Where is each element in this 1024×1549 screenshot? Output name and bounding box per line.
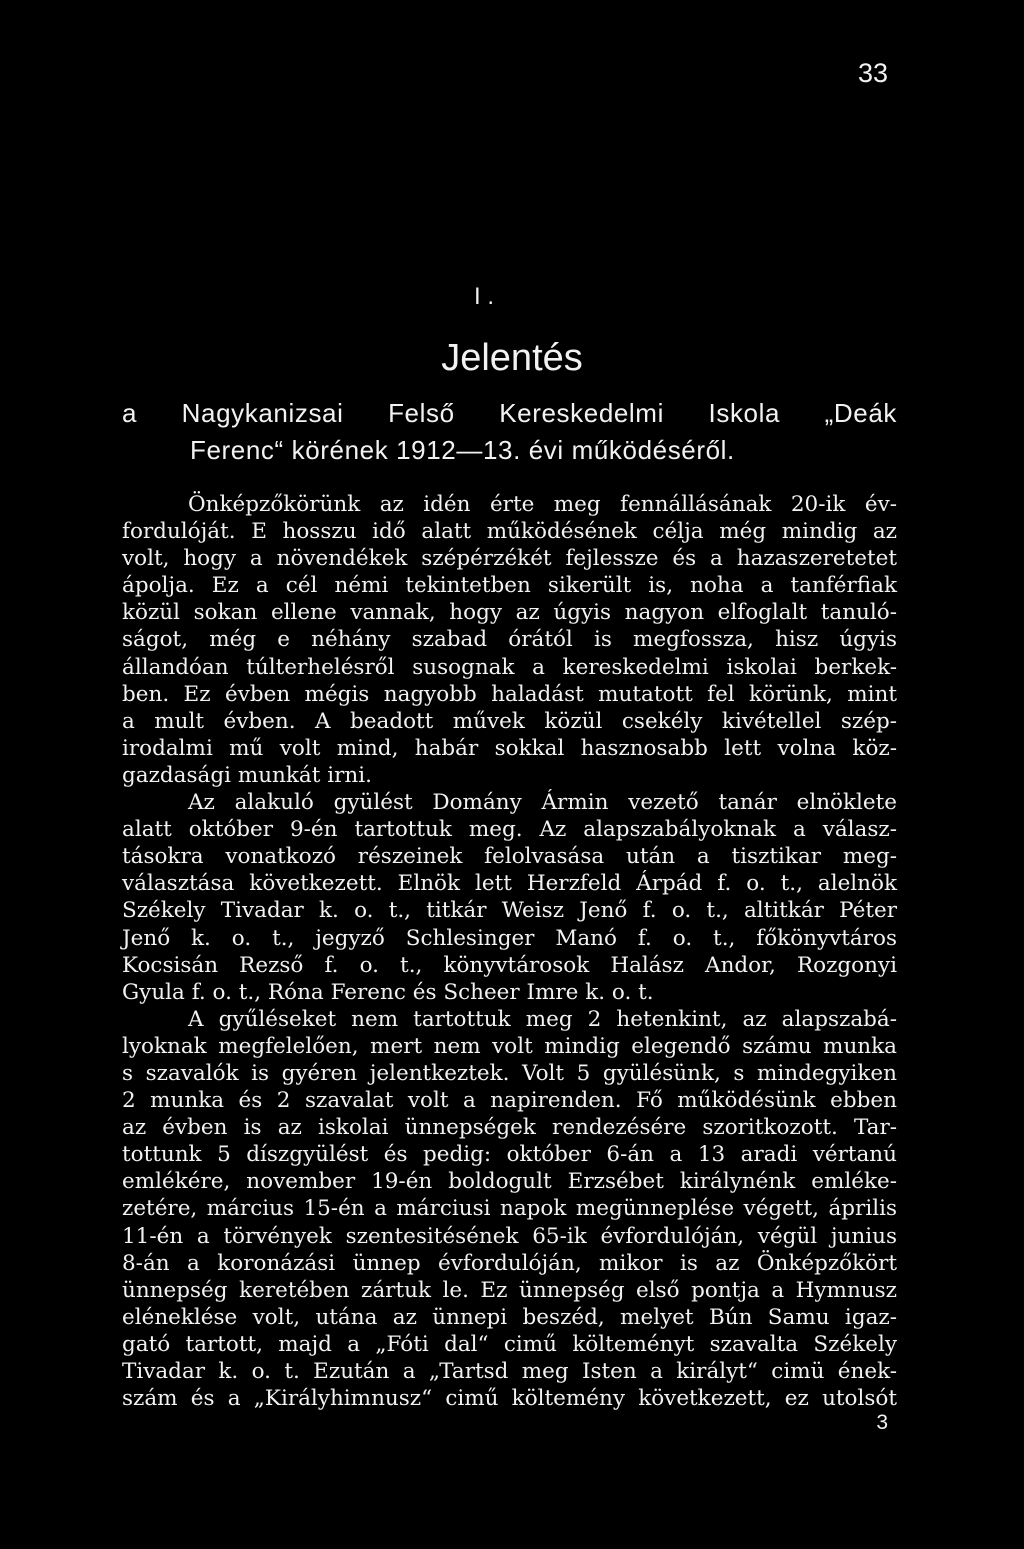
text-line: 2 munka és 2 szavalat volt a napirenden. Fő működésünk ebben xyxy=(122,1088,897,1114)
page-number: 33 xyxy=(857,58,888,88)
text-line: 11-én a törvények szentesitésének 65-ik évfordulóján, végül junius xyxy=(122,1223,897,1249)
text-line: alatt október 9-én tartottuk meg. Az alapszabályoknak a válasz- xyxy=(122,817,897,843)
text-line: szám és a „Királyhimnusz“ cimű költemény következett, ez utolsót xyxy=(122,1386,897,1412)
text-line: ápolja. Ez a cél némi tekintetben sikerült is, noha a tanférfiak xyxy=(122,573,897,599)
text-line: emlékére, november 19-én boldogult Erzsébet királynénk emléke- xyxy=(122,1169,897,1195)
text-line: Kocsisán Rezső f. o. t., könyvtárosok Halász Andor, Rozgonyi xyxy=(122,952,897,978)
subtitle-line-1: a Nagykanizsai Felső Kereskedelmi Iskola „Deák xyxy=(122,398,897,428)
text-line: Az alakuló gyülést Domány Ármin vezető tanár elnöklete xyxy=(188,790,897,816)
text-line: gató tartott, majd a „Fóti dal“ cimű költeményt szavalta Székely xyxy=(122,1331,897,1357)
text-line: Önképzőkörünk az idén érte meg fennállásának 20-ik év- xyxy=(188,492,897,517)
text-line: irodalmi mű volt mind, habár sokkal hasznosabb lett volna köz- xyxy=(122,735,897,761)
text-line: állandóan túlterhelésről susognak a kereskedelmi iskolai berkek- xyxy=(122,654,897,680)
text-line: gazdasági munkát irni. xyxy=(122,762,372,788)
text-line: zetére, március 15-én a márciusi napok megünneplése végett, április xyxy=(122,1196,897,1222)
text-line: Székely Tivadar k. o. t., titkár Weisz Jenő f. o. t., altitkár Péter xyxy=(122,898,897,924)
text-line: A gyűléseket nem tartottuk meg 2 hetenkint, az alapszabá- xyxy=(188,1006,897,1032)
section-numeral: I . xyxy=(474,283,495,310)
text-line: közül sokan ellene vannak, hogy az úgyis nagyon elfoglalt tanuló- xyxy=(122,600,897,626)
text-line: Tivadar k. o. t. Ezután a „Tartsd meg Isten a királyt“ cimü ének- xyxy=(122,1359,897,1384)
text-line: eléneklése volt, utána az ünnepi beszéd, melyet Bún Samu igaz- xyxy=(122,1304,897,1330)
text-line: az évben is az iskolai ünnepségek rendezésére szoritkozott. Tar- xyxy=(122,1115,897,1141)
text-line: ünnepség keretében zártuk le. Ez ünnepség első pontja a Hymnusz xyxy=(122,1277,897,1303)
text-line: volt, hogy a növendékek szépérzékét fejlessze és a hazaszeretetet xyxy=(122,546,897,572)
text-line: ben. Ez évben mégis nagyobb haladást mutatott fel körünk, mint xyxy=(122,681,897,707)
text-line: lyoknak megfelelően, mert nem volt mindig elegendő számu munka xyxy=(122,1033,897,1059)
footer-signature-number: 3 xyxy=(876,1411,888,1434)
text-line: s szavalók is gyéren jelentkeztek. Volt 5 gyülésünk, s mindegyiken xyxy=(122,1060,897,1086)
text-line: 8-án a koronázási ünnep évfordulóján, mikor is az Önképzőkört xyxy=(122,1250,897,1276)
text-line: Gyula f. o. t., Róna Ferenc és Scheer Imre k. o. t. xyxy=(122,979,654,1005)
text-line: választása következett. Elnök lett Herzfeld Árpád f. o. t., alelnök xyxy=(122,871,897,897)
text-line: tottunk 5 díszgyülést és pedig: október 6-án a 13 aradi vértanú xyxy=(122,1142,897,1168)
text-line: Jenő k. o. t., jegyző Schlesinger Manó f. o. t., főkönyvtáros xyxy=(122,925,897,951)
report-title: Jelentés xyxy=(441,337,583,379)
report-body xyxy=(122,491,897,1412)
subtitle-line-2: Ferenc“ körének 1912—13. évi működéséről. xyxy=(190,435,735,465)
text-line: fordulóját. E hosszu idő alatt működésének célja még mindig az xyxy=(122,519,897,545)
text-line: tásokra vonatkozó részeinek felolvasása után a tisztikar meg- xyxy=(122,844,897,870)
text-line: ságot, még e néhány szabad órától is megfossza, hisz úgyis xyxy=(122,627,897,653)
text-line: a mult évben. A beadott művek közül csekély kivétellel szép- xyxy=(122,708,897,734)
